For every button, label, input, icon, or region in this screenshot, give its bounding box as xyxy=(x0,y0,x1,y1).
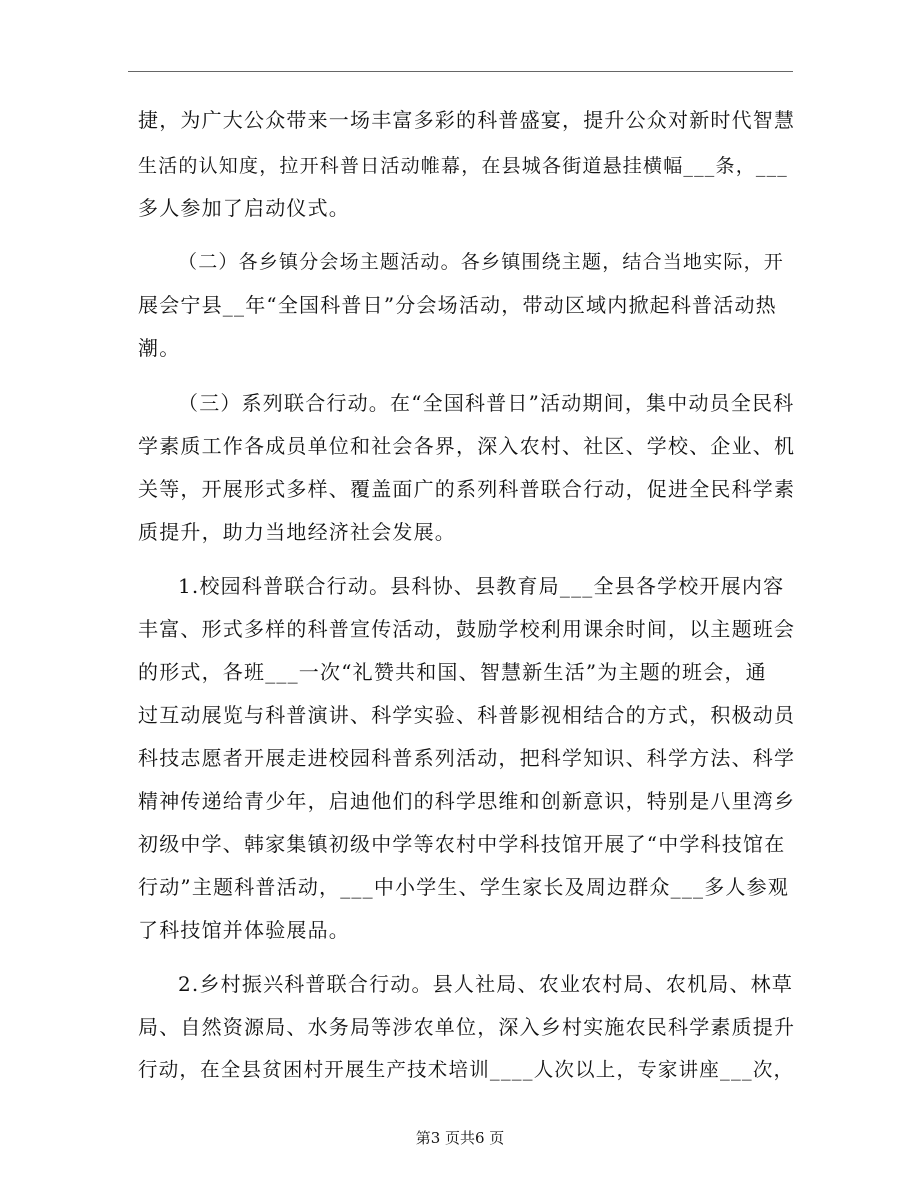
text-line: 行动”主题科普活动，___中小学生、学生家长及周边群众___多人参观 xyxy=(138,875,790,899)
text-line: 过互动展览与科普演讲、科学实验、科普影视相结合的方式，积极动员 xyxy=(138,703,796,727)
text-line: 丰富、形式多样的科普宣传活动，鼓励学校利用课余时间，以主题班会 xyxy=(138,617,796,641)
text-line: 局、自然资源局、水务局等涉农单位，深入乡村实施农民科学素质提升 xyxy=(138,1015,796,1039)
header-rule xyxy=(128,71,793,72)
text-line: 1.校园科普联合行动。县科协、县教育局___全县各学校开展内容 xyxy=(178,574,785,598)
text-line: 行动，在全县贫困村开展生产技术培训____人次以上，专家讲座___次， xyxy=(138,1058,795,1081)
text-line: （三）系列联合行动。在“全国科普日”活动期间，集中动员全民科 xyxy=(178,391,795,415)
text-line: 学素质工作各成员单位和社会各界，深入农村、社区、学校、企业、机 xyxy=(138,434,796,458)
text-line: 精神传递给青少年，启迪他们的科学思维和创新意识，特别是八里湾乡 xyxy=(138,789,796,813)
text-line: 关等，开展形式多样、覆盖面广的系列科普联合行动，促进全民科学素 xyxy=(138,477,796,501)
text-line: 科技志愿者开展走进校园科普系列活动，把科学知识、科学方法、科学 xyxy=(138,746,796,770)
text-line: 2.乡村振兴科普联合行动。县人社局、农业农村局、农机局、林草 xyxy=(178,972,794,996)
text-line: 了科技馆并体验展品。 xyxy=(138,918,350,942)
text-line: 的形式，各班___一次“礼赞共和国、智慧新生活”为主题的班会，通 xyxy=(138,660,767,684)
text-line: （二）各乡镇分会场主题活动。各乡镇围绕主题，结合当地实际，开 xyxy=(178,251,785,273)
page-number: 第3 页共6 页 xyxy=(415,1129,505,1147)
text-line: 潮。 xyxy=(138,336,181,360)
text-line: 捷，为广大公众带来一场丰富多彩的科普盛宴，提升公众对新时代智慧 xyxy=(138,108,796,132)
text-line: 生活的认知度，拉开科普日活动帷幕，在县城各街道悬挂横幅___条，___ xyxy=(138,155,789,177)
text-line: 初级中学、韩家集镇初级中学等农村中学科技馆开展了“中学科技馆在 xyxy=(138,832,786,856)
text-line: 质提升，助力当地经济社会发展。 xyxy=(138,520,456,544)
text-line: 展会宁县__年“全国科普日”分会场活动，带动区域内掀起科普活动热 xyxy=(138,293,777,317)
text-line: 多人参加了启动仪式。 xyxy=(138,196,350,220)
